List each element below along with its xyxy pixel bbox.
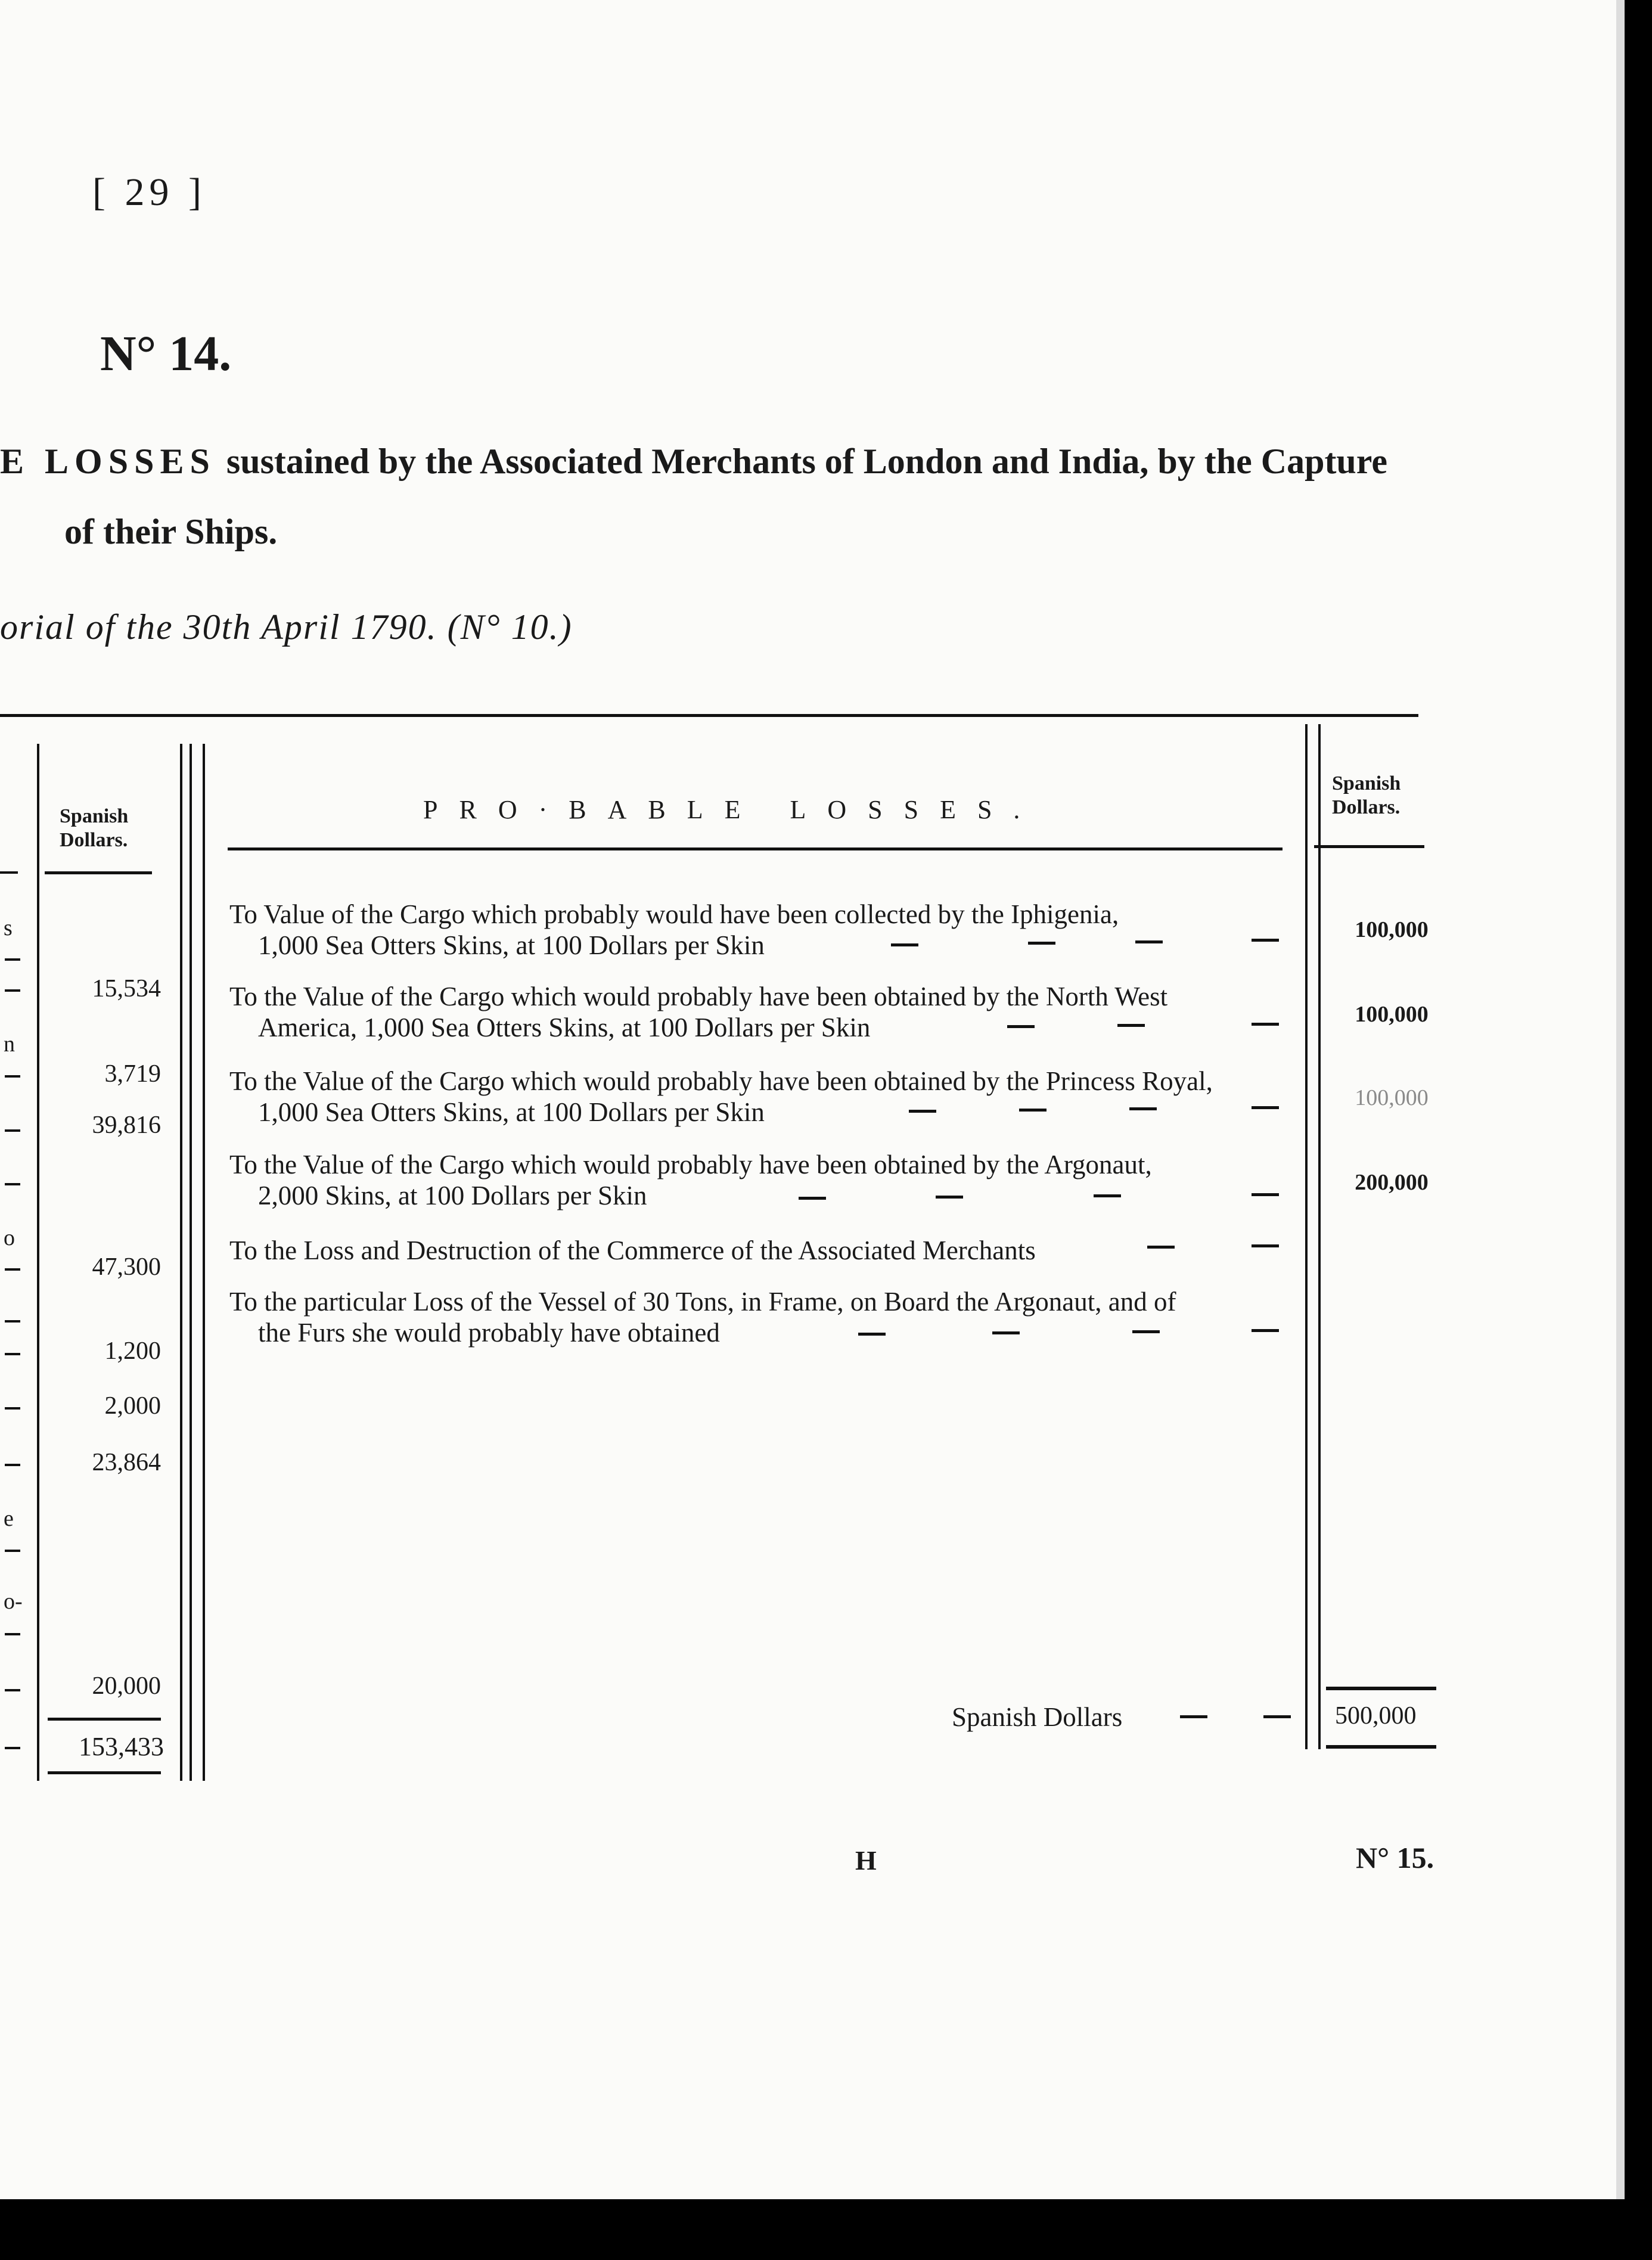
loss-item-value: 200,000 (1355, 1170, 1429, 1195)
middle-col-rule (203, 744, 205, 1781)
loss-item-value: 100,000 (1355, 1085, 1429, 1110)
leader-dash (1252, 1193, 1279, 1196)
probable-losses-heading: PRO·BABLE LOSSES. (423, 795, 1042, 824)
leader-dash (909, 1110, 936, 1113)
loss-item (229, 981, 1167, 1043)
leader-dash (1028, 942, 1055, 945)
title-caps: E LOSSES (0, 442, 216, 481)
loss-item-line-2: the Furs she would probably have obtained (258, 1318, 720, 1348)
left-row-fragment: n (4, 1032, 15, 1057)
leader-dash (1019, 1109, 1047, 1112)
signature-mark: H (855, 1845, 877, 1876)
loss-item-line-1: To the particular Loss of the Vessel of 30 Tons, in Frame, on Board the Argonaut, and of (229, 1287, 1176, 1317)
leader-dash (1252, 1023, 1279, 1026)
left-row-dash (5, 1407, 20, 1410)
left-row-dash (5, 1689, 20, 1691)
document-number: N° 14. (100, 326, 232, 381)
left-value: 2,000 (104, 1392, 161, 1420)
loss-item-line-1: To the Loss and Destruction of the Commerce of the Associated Merchants (229, 1235, 1036, 1265)
loss-item-line-1: To the Value of the Cargo which would probably have been obtained by the Argonaut, (229, 1150, 1152, 1179)
left-value: 15,534 (92, 975, 161, 1002)
left-col-rule-b (180, 744, 182, 1781)
leader-dash (1117, 1024, 1145, 1027)
left-row-dash (5, 958, 20, 961)
probable-header-rule (228, 848, 1283, 850)
title-rest: sustained by the Associated Merchants of London and India, by the Capture (226, 442, 1387, 481)
leader-dash (936, 1196, 963, 1199)
left-value: 3,719 (104, 1060, 161, 1088)
left-row-dash (5, 1464, 20, 1466)
page-edge (1616, 0, 1625, 2199)
leader-dash (1180, 1715, 1207, 1718)
right-total-rule-top (1326, 1687, 1436, 1690)
left-total-rule-top (48, 1718, 161, 1721)
leader-dash (1129, 1107, 1157, 1110)
left-row-fragment: o- (4, 1589, 23, 1614)
leader-dash (1252, 939, 1279, 942)
left-row-dash (5, 1353, 20, 1355)
left-row-dash (5, 989, 20, 992)
loss-item (229, 1235, 1036, 1266)
right-header-line-2: Dollars. (1332, 796, 1401, 818)
left-total-rule-bottom (48, 1771, 161, 1774)
left-row-fragment: s (4, 915, 13, 940)
leader-dash (992, 1331, 1020, 1334)
leader-dash (1252, 1329, 1279, 1332)
leader-dash (1135, 940, 1163, 943)
left-value: 47,300 (92, 1253, 161, 1281)
left-row-dash (5, 1320, 20, 1323)
left-row-fragment: o (4, 1225, 15, 1250)
left-header-rule (0, 871, 18, 874)
leader-dash (1007, 1025, 1035, 1028)
title-line-2: of their Ships. (64, 512, 278, 551)
left-row-dash (5, 1550, 20, 1552)
total-value: 500,000 (1335, 1702, 1417, 1730)
page-number: [ 29 ] (92, 170, 206, 214)
left-header-line-1: Spanish (60, 805, 129, 827)
left-row-dash (5, 1129, 20, 1132)
left-value: 39,816 (92, 1112, 161, 1139)
loss-item-line-1: To the Value of the Cargo which would probably have been obtained by the North West (229, 982, 1168, 1011)
loss-item-value: 100,000 (1355, 917, 1429, 942)
right-value-header-rule (1314, 845, 1424, 848)
next-document-number: N° 15. (1356, 1841, 1434, 1874)
left-row-fragment: e (4, 1506, 14, 1531)
loss-item-line-2: 1,000 Sea Otters Skins, at 100 Dollars per Skin (258, 930, 765, 960)
right-header-line-1: Spanish (1332, 772, 1401, 794)
loss-item (229, 1066, 1213, 1128)
left-header-line-2: Dollars. (60, 829, 128, 851)
leader-dash (799, 1197, 826, 1200)
left-col-rule-c (190, 744, 192, 1781)
title-line-1 (0, 441, 1387, 482)
right-value-header (1332, 772, 1401, 819)
leader-dash (1094, 1194, 1121, 1197)
right-col-rule-a (1305, 724, 1308, 1749)
table-top-rule (0, 714, 1418, 717)
loss-item (229, 1286, 1176, 1348)
leader-dash (891, 943, 918, 946)
leader-dash (858, 1333, 886, 1336)
loss-item-value: 100,000 (1355, 1002, 1429, 1027)
loss-item-line-1: To Value of the Cargo which probably would have been collected by the Iphigenia, (229, 899, 1119, 929)
leader-dash (1132, 1330, 1160, 1333)
left-row-dash (5, 1747, 20, 1749)
loss-item-line-2: 2,000 Skins, at 100 Dollars per Skin (258, 1181, 647, 1210)
loss-item-line-1: To the Value of the Cargo which would probably have been obtained by the Princess Royal, (229, 1066, 1213, 1096)
subtitle: orial of the 30th April 1790. (N° 10.) (0, 607, 573, 647)
right-total-rule-bottom (1326, 1745, 1436, 1749)
loss-item (229, 1149, 1152, 1211)
left-total: 153,433 (79, 1732, 164, 1761)
left-value-header (60, 805, 128, 852)
left-value-header-rule (45, 871, 152, 874)
left-col-rule-a (37, 744, 39, 1781)
leader-dash (1252, 1106, 1279, 1109)
leader-dash (1252, 1244, 1279, 1247)
left-value: 23,864 (92, 1449, 161, 1476)
left-row-dash (5, 1075, 20, 1078)
total-label: Spanish Dollars (952, 1702, 1123, 1732)
left-value: 1,200 (104, 1337, 161, 1365)
loss-item-line-2: 1,000 Sea Otters Skins, at 100 Dollars per Skin (258, 1097, 765, 1127)
left-row-dash (5, 1183, 20, 1185)
leader-dash (1147, 1246, 1175, 1249)
leader-dash (1263, 1715, 1291, 1718)
loss-item-line-2: America, 1,000 Sea Otters Skins, at 100 Dollars per Skin (258, 1013, 871, 1042)
left-row-dash (5, 1633, 20, 1635)
loss-item (229, 899, 1119, 961)
left-value: 20,000 (92, 1672, 161, 1700)
right-col-rule-b (1318, 724, 1321, 1749)
left-row-dash (5, 1268, 20, 1271)
